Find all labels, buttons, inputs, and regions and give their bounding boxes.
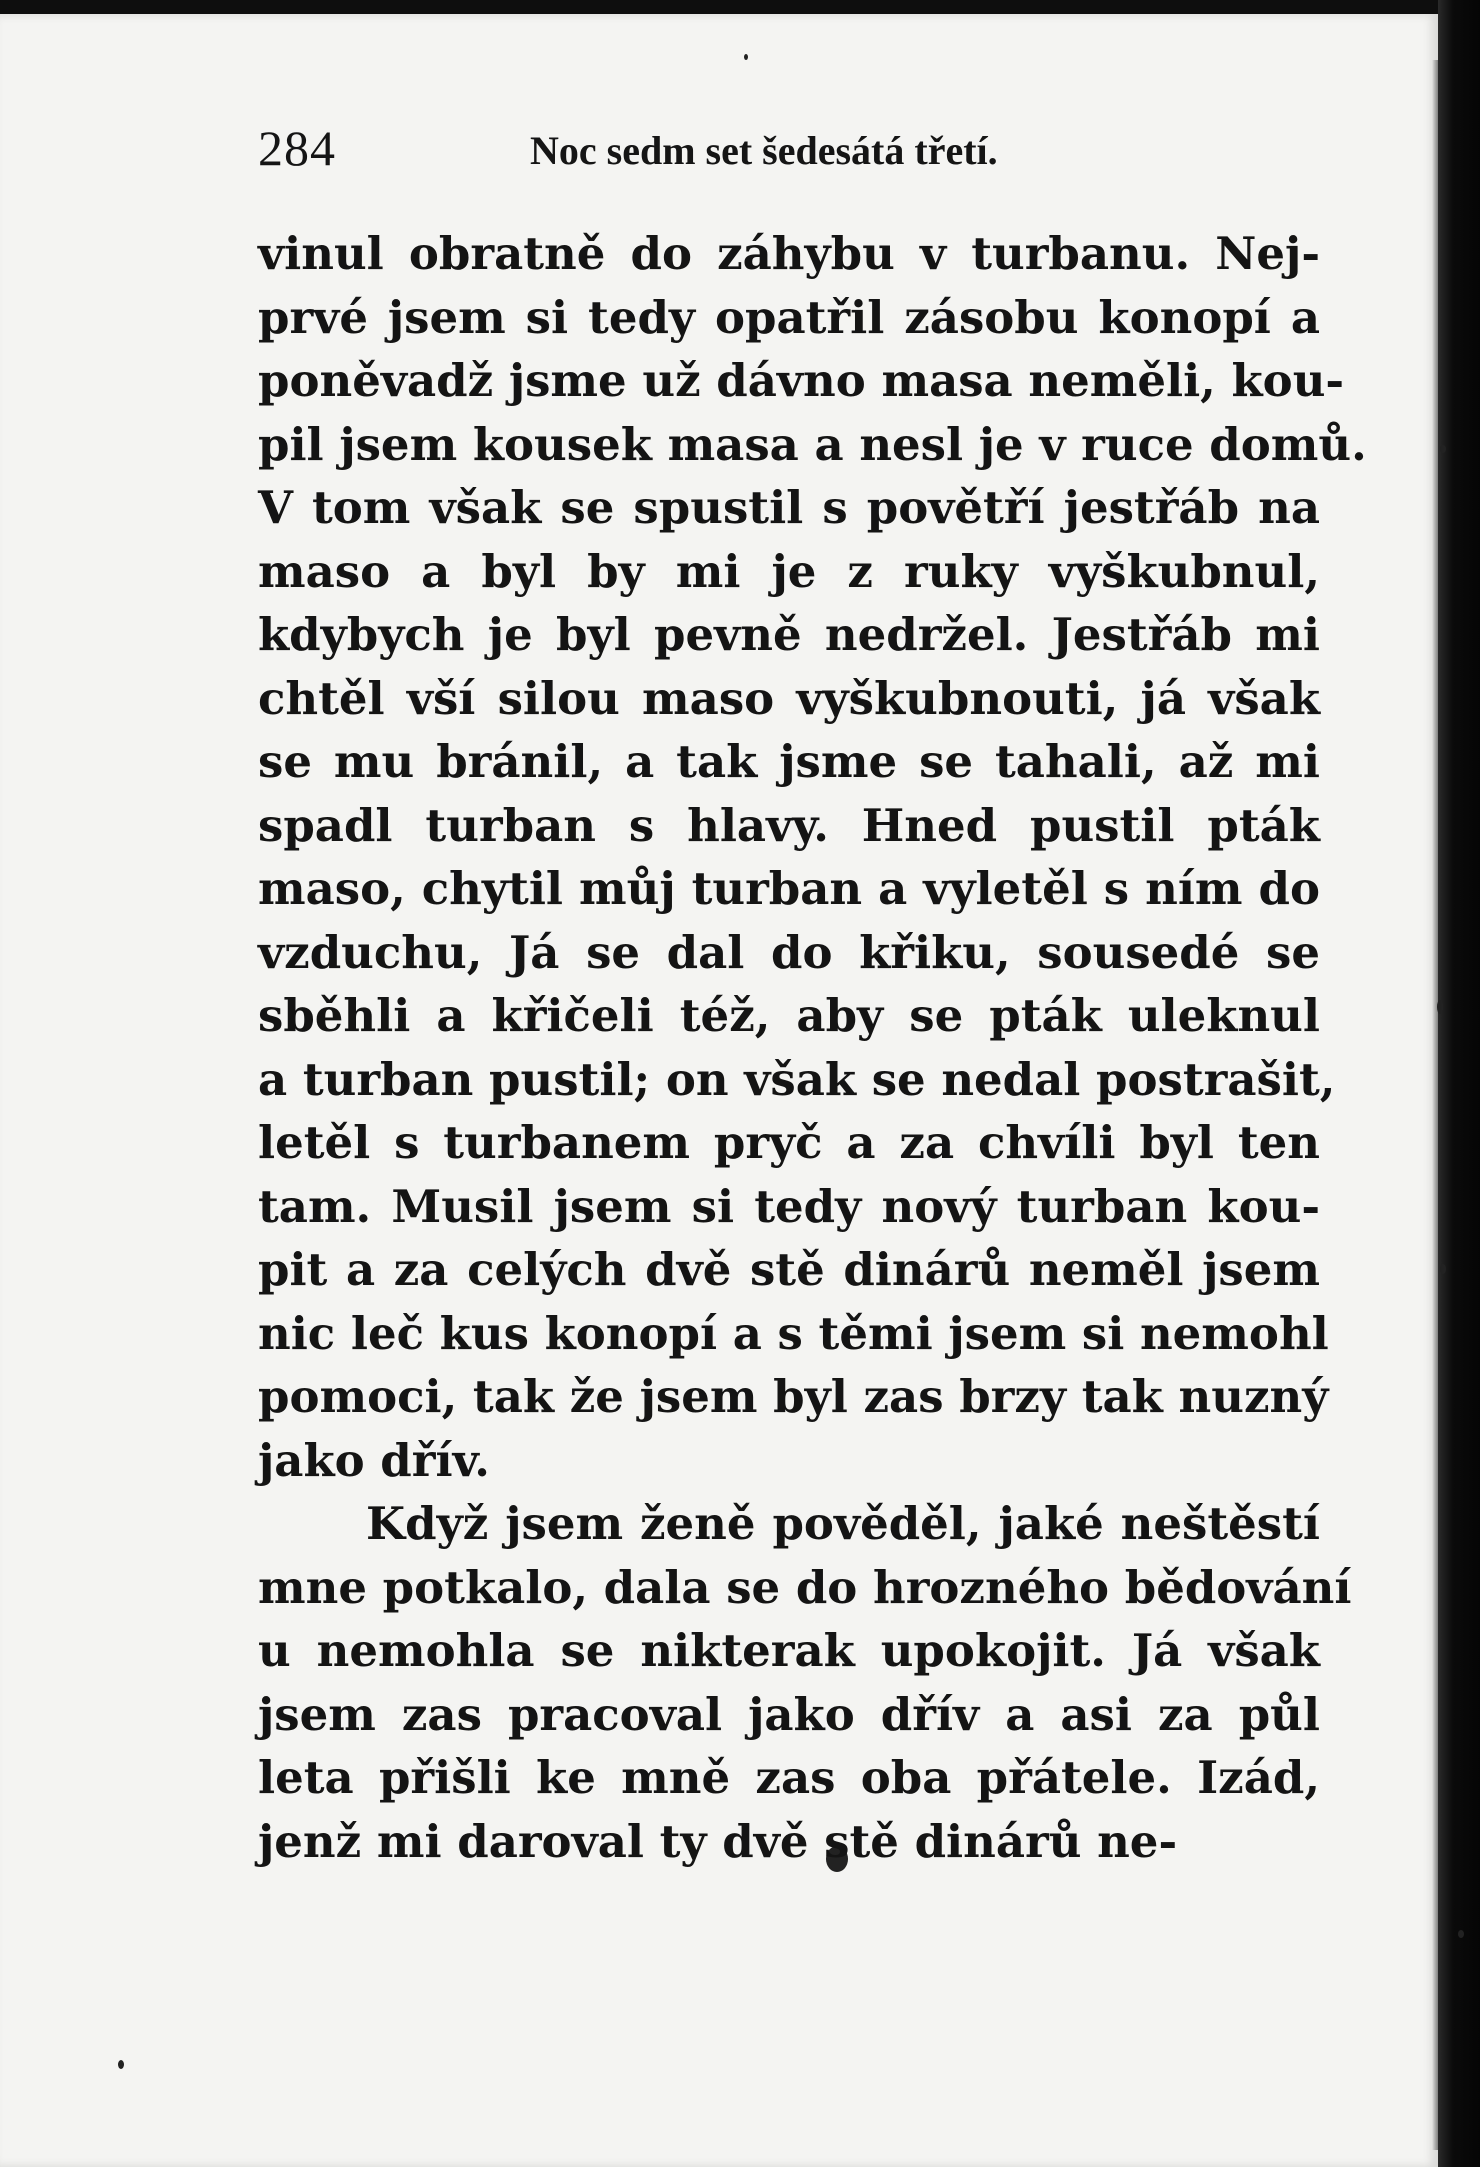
scan-speck — [1437, 1000, 1443, 1014]
text-line: a turban pustil; on však se nedal postrašit, — [258, 1052, 1336, 1106]
scan-speck — [744, 54, 748, 60]
text-line: jsem zas pracoval jako dřív a asi za půl — [258, 1687, 1320, 1741]
text-line: mne potkalo, dala se do hrozného bědování — [258, 1560, 1352, 1614]
page-number: 284 — [258, 120, 336, 176]
scan-speck — [1458, 1930, 1464, 1938]
text-line: maso a byl by mi je z ruky vyškubnul, — [258, 544, 1320, 598]
text-line: u nemohla se nikterak upokojit. Já však — [258, 1624, 1320, 1677]
text-line: sběhli a křičeli též, aby se pták uleknul — [258, 989, 1320, 1042]
text-line: prvé jsem si tedy opatřil zásobu konopí a — [258, 290, 1320, 344]
text-line: pit a za celých dvě stě dinárů neměl jsem — [258, 1243, 1320, 1296]
scan-speck — [1440, 1264, 1446, 1274]
text-line: leta přišli ke mně zas oba přátele. Izád, — [258, 1751, 1320, 1804]
text-line: letěl s turbanem pryč a za chvíli byl ten — [258, 1116, 1320, 1169]
book-binding-edge — [1438, 0, 1480, 2167]
scan-speck — [1440, 445, 1446, 453]
text-line: maso, chytil můj turban a vyletěl s ním do — [258, 862, 1320, 915]
text-line: kdybych je byl pevně nedržel. Jestřáb mi — [258, 608, 1320, 661]
text-line: V tom však se spustil s povětří jestřáb na — [258, 481, 1320, 534]
scan-speck — [118, 2060, 124, 2069]
text-line: spadl turban s hlavy. Hned pustil pták — [258, 798, 1320, 852]
text-line: chtěl vší silou maso vyškubnouti, já však — [258, 671, 1320, 725]
text-line: Když jsem ženě pověděl, jaké neštěstí — [366, 1497, 1320, 1550]
body-text — [258, 222, 1367, 1873]
page-header — [258, 118, 1098, 178]
text-line: se mu bránil, a tak jsme se tahali, až mi — [258, 735, 1320, 788]
text-line: tam. Musil jsem si tedy nový turban kou- — [258, 1179, 1320, 1233]
running-head: Noc sedm set šedesátá třetí. — [530, 128, 998, 173]
text-line: jenž mi daroval ty dvě stě dinárů ne- — [258, 1814, 1178, 1868]
text-line: vzduchu, Já se dal do křiku, sousedé se — [258, 925, 1320, 979]
text-line: vinul obratně do záhybu v turbanu. Nej- — [258, 227, 1320, 280]
text-line: poněvadž jsme už dávno masa neměli, kou- — [258, 354, 1345, 407]
text-line: pomoci, tak že jsem byl zas brzy tak nuzný — [258, 1370, 1329, 1423]
text-line: jako dřív. — [258, 1433, 490, 1487]
text-line: pil jsem kousek masa a nesl je v ruce domů. — [258, 417, 1367, 471]
text-line: nic leč kus konopí a s těmi jsem si nemohl — [258, 1306, 1329, 1360]
